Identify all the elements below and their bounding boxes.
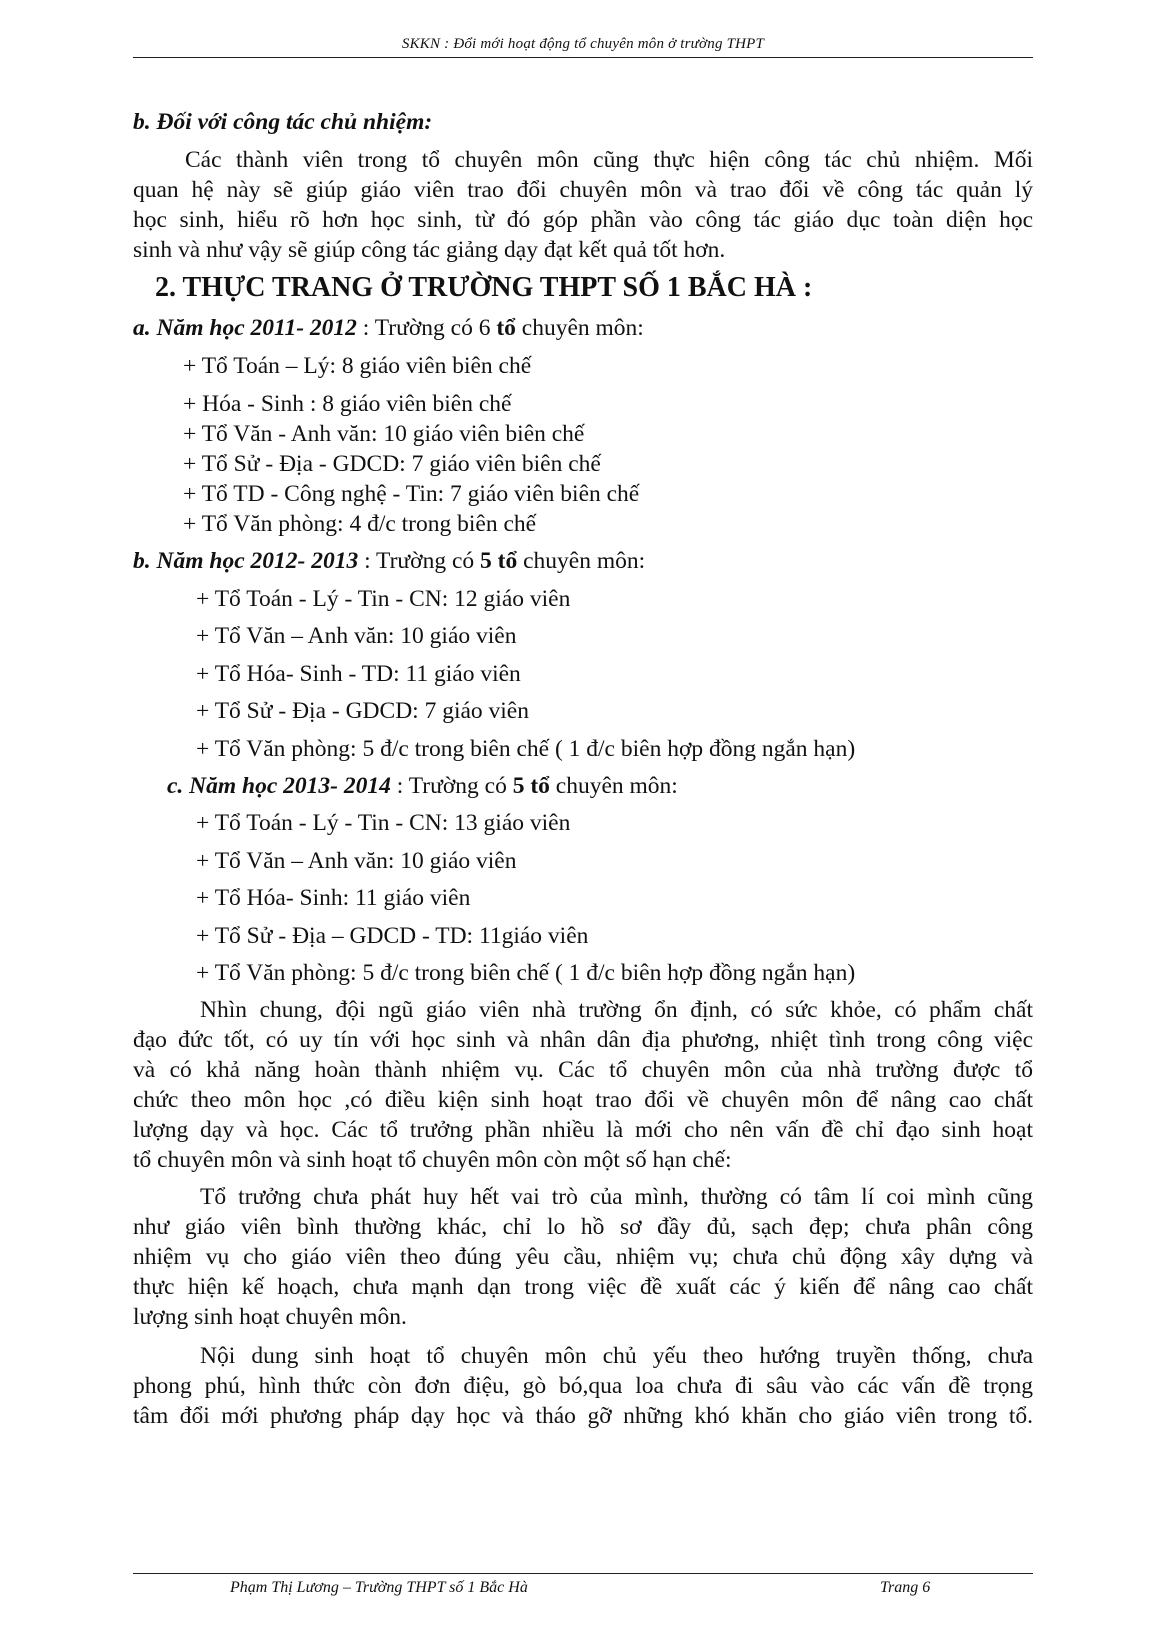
paragraph-3	[133, 1341, 1033, 1431]
header-rule	[133, 57, 1033, 58]
year-c-item: + Tổ Toán - Lý - Tin - CN: 13 giáo viên	[196, 810, 571, 836]
year-c-item: + Tổ Văn – Anh văn: 10 giáo viên	[196, 848, 517, 874]
paragraph-2	[133, 1182, 1033, 1332]
year-b-bold: 5 tổ	[480, 548, 518, 574]
year-c-heading	[167, 771, 678, 801]
year-c-label: c. Năm học 2013- 2014	[167, 773, 391, 799]
year-b-heading	[133, 546, 645, 576]
year-a-text: : Trường có 6	[356, 315, 497, 341]
paragraph-line: lượng sinh hoạt chuyên môn.	[133, 1304, 407, 1330]
paragraph-line: Nhìn chung, đội ngũ giáo viên nhà trường ổn định, có sức khỏe, có phẩm chất	[200, 997, 1033, 1023]
paragraph-line: Các thành viên trong tổ chuyên môn cũng thực hiện công tác chủ nhiệm. Mối	[185, 147, 1033, 173]
year-b-label: b. Năm học 2012- 2013	[133, 548, 359, 574]
paragraph-line: tổ chuyên môn và sinh hoạt tổ chuyên môn còn một số hạn chế:	[133, 1147, 732, 1173]
paragraph-line: chức theo môn học ,có điều kiện sinh hoạt trao đổi về chuyên môn để nâng cao chất	[133, 1087, 1033, 1113]
year-b-item: + Tổ Sử - Địa - GDCD: 7 giáo viên	[196, 698, 529, 724]
section-2-title: 2. THỰC TRANG Ở TRƯỜNG THPT SỐ 1 BẮC HÀ :	[155, 272, 813, 303]
paragraph-line: Tổ trưởng chưa phát huy hết vai trò của mình, thường có tâm lí coi mình cũng	[200, 1184, 1033, 1210]
year-c-item: + Tổ Hóa- Sinh: 11 giáo viên	[196, 885, 471, 911]
footer-page-number: Trang 6	[880, 1579, 931, 1596]
year-a-item: + Tổ TD - Công nghệ - Tin: 7 giáo viên biên chế	[183, 481, 640, 507]
year-a-item: + Tổ Toán – Lý: 8 giáo viên biên chế	[183, 353, 532, 379]
footer-author: Phạm Thị Lương – Trường THPT số 1 Bắc Hà	[230, 1579, 528, 1596]
year-a-item: + Tổ Văn phòng: 4 đ/c trong biên chế	[183, 511, 537, 537]
paragraph-line: phong phú, hình thức còn đơn điệu, gò bó,qua loa chưa đi sâu vào các vấn đề trọng	[133, 1373, 1033, 1399]
paragraph-line: tâm đổi mới phương pháp dạy học và tháo gỡ những khó khăn cho giáo viên trong tổ.	[133, 1403, 1033, 1429]
year-a-heading	[133, 313, 644, 343]
paragraph-line: sinh và như vậy sẽ giúp công tác giảng dạy đạt kết quả tốt hơn.	[133, 237, 726, 263]
section-b-heading: b. Đối với công tác chủ nhiệm:	[133, 109, 433, 135]
year-a-item: + Hóa - Sinh : 8 giáo viên biên chế	[183, 391, 512, 417]
paragraph-line: như giáo viên bình thường khác, chỉ lo hồ sơ đầy đủ, sạch đẹp; chưa phân công	[133, 1214, 1033, 1240]
paragraph-line: thực hiện kế hoạch, chưa mạnh dạn trong việc đề xuất các ý kiến để nâng cao chất	[133, 1274, 1033, 1300]
year-c-bold: 5 tổ	[512, 773, 550, 799]
year-c-item: + Tổ Sử - Địa – GDCD - TD: 11giáo viên	[196, 923, 589, 949]
year-b-item: + Tổ Toán - Lý - Tin - CN: 12 giáo viên	[196, 586, 571, 612]
paragraph-line: lượng dạy và học. Các tổ trưởng phần nhiều là mới cho nên vấn đề chỉ đạo sinh hoạt	[133, 1117, 1033, 1143]
year-b-item: + Tổ Hóa- Sinh - TD: 11 giáo viên	[196, 661, 521, 687]
paragraph-line: Nội dung sinh hoạt tổ chuyên môn chủ yếu theo hướng truyền thống, chưa	[200, 1343, 1033, 1369]
footer-rule	[133, 1573, 1033, 1574]
paragraph-line: quan hệ này sẽ giúp giáo viên trao đổi chuyên môn và trao đổi về công tác quản lý	[133, 177, 1033, 203]
year-c-item: + Tổ Văn phòng: 5 đ/c trong biên chế ( 1 đ/c biên hợp đồng ngắn hạn)	[196, 960, 856, 986]
year-b-text: : Trường có	[358, 548, 481, 574]
year-a-item: + Tổ Sử - Địa - GDCD: 7 giáo viên biên chế	[183, 451, 601, 477]
year-c-text-end: chuyên môn:	[549, 773, 678, 799]
year-a-label: a. Năm học 2011- 2012	[133, 315, 357, 341]
paragraph-line: nhiệm vụ cho giáo viên theo đúng yêu cầu, nhiệm vụ; chưa chủ động xây dựng và	[133, 1244, 1033, 1270]
paragraph-line: học sinh, hiểu rõ hơn học sinh, từ đó góp phần vào công tác giáo dục toàn diện học	[133, 207, 1033, 233]
paragraph-line: và có khả năng hoàn thành nhiệm vụ. Các tổ chuyên môn của nhà trường được tổ	[133, 1057, 1033, 1083]
year-a-bold: tổ	[496, 315, 516, 341]
year-b-text-end: chuyên môn:	[517, 548, 646, 574]
paragraph-line: đạo đức tốt, có uy tín với học sinh và nhân dân địa phương, nhiệt tình trong công việc	[133, 1027, 1033, 1053]
paragraph-1	[133, 995, 1033, 1175]
year-a-item: + Tổ Văn - Anh văn: 10 giáo viên biên chế	[183, 421, 585, 447]
year-c-text: : Trường có	[390, 773, 513, 799]
year-a-text-end: chuyên môn:	[515, 315, 644, 341]
year-b-item: + Tổ Văn phòng: 5 đ/c trong biên chế ( 1 đ/c biên hợp đồng ngắn hạn)	[196, 736, 856, 762]
page-header: SKKN : Đổi mới hoạt động tổ chuyên môn ở trường THPT	[401, 36, 765, 52]
year-b-item: + Tổ Văn – Anh văn: 10 giáo viên	[196, 623, 517, 649]
section-b-paragraph	[133, 145, 1033, 265]
